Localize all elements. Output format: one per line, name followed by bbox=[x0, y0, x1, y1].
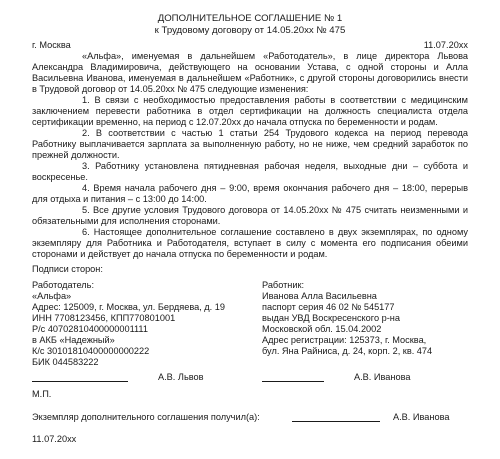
clause-4: 4. Время начала рабочего дня – 9:00, время окончания рабочего дня – 18:00, перерыв для отдыха и питания – с 13:00 до 14:00. bbox=[32, 183, 468, 204]
employee-line: Московской обл. 15.04.2002 bbox=[262, 324, 382, 334]
employer-line: БИК 044583222 bbox=[32, 357, 99, 367]
footer-date: 11.07.20xx bbox=[32, 434, 77, 444]
employee-signer-name: А.В. Иванова bbox=[354, 372, 411, 382]
employer-line: ИНН 7708123456, КПП770801001 bbox=[32, 313, 176, 323]
stamp-label: М.П. bbox=[32, 389, 52, 399]
employee-line: Иванова Алла Васильевна bbox=[262, 291, 377, 301]
clause-1: 1. В связи с необходимостью предоставления работы в соответствии с медицинским заключением перевести работника в отдел сертификации на должность специалиста отдела сертификации временно, на период с 12.07.20xx до начала отпуска по беременности и родам. bbox=[32, 95, 468, 127]
intro-paragraph: «Альфа», именуемая в дальнейшем «Работодатель», в лице директора Львова Александра Владимировича, действующего на основании Устава, с одной стороны и Алла Васильевна Иванова, именуемая в дальнейшем «Работник», с другой стороны договорились внести в Трудовой договор от 14.05.20xx № 475 следующие изменения: bbox=[32, 51, 468, 94]
employer-line: К/с 30101810400000000222 bbox=[32, 346, 150, 356]
agreement-body bbox=[32, 51, 468, 260]
employee-label: Работник: bbox=[262, 280, 305, 290]
employee-line: выдан УВД Воскресенского р-на bbox=[262, 313, 400, 323]
clause-2: 2. В соответствии с частью 1 статьи 254 Трудового кодекса на период перевода Работнику выплачивается зарплата за выполненную работу, но не ниже, чем средний заработок по прежней должности. bbox=[32, 128, 468, 160]
signatures-heading: Подписи сторон: bbox=[32, 264, 103, 274]
employer-signature-line bbox=[32, 381, 128, 382]
employer-line: Р/с 40702810400000001111 bbox=[32, 324, 148, 334]
employee-line: Адрес регистрации: 125373, г. Москва, bbox=[262, 335, 427, 345]
receipt-signer-name: А.В. Иванова bbox=[393, 412, 450, 422]
employee-signature-line bbox=[262, 381, 324, 382]
employer-details bbox=[32, 280, 252, 368]
document-date: 11.07.20xx bbox=[423, 40, 468, 50]
place-date-row bbox=[32, 40, 468, 51]
employee-details bbox=[262, 280, 472, 357]
clause-6: 6. Настоящее дополнительное соглашение составлено в двух экземплярах, по одному экземпляру для Работника и Работодателя, вступает в силу с момента его подписания обеими сторонами и действует до начала отпуска по беременности и родам. bbox=[32, 227, 468, 259]
employer-signer-name: А.В. Львов bbox=[158, 372, 204, 382]
receipt-signature-line bbox=[292, 421, 380, 422]
employee-line: бул. Яна Райниса, д. 24, корп. 2, кв. 474 bbox=[262, 346, 433, 356]
place: г. Москва bbox=[32, 40, 71, 50]
employer-label: Работодатель: bbox=[32, 280, 94, 290]
clause-3: 3. Работнику установлена пятидневная рабочая неделя, выходные дни – суббота и воскресенье. bbox=[32, 161, 468, 182]
employer-line: Адрес: 125009, г. Москва, ул. Бердяева, д. 19 bbox=[32, 302, 225, 312]
document-subtitle: к Трудовому договору от 14.05.20xx № 475 bbox=[154, 25, 346, 36]
employee-line: паспорт серия 46 02 № 545177 bbox=[262, 302, 395, 312]
clause-5: 5. Все другие условия Трудового договора от 14.05.20xx № 475 считать неизменными и обязательными для исполнения сторонами. bbox=[32, 205, 468, 226]
receipt-text: Экземпляр дополнительного соглашения получил(а): bbox=[32, 412, 260, 422]
document-title: ДОПОЛНИТЕЛЬНОЕ СОГЛАШЕНИЕ № 1 bbox=[157, 13, 343, 24]
employer-line: «Альфа» bbox=[32, 291, 72, 301]
employer-line: в АКБ «Надежный» bbox=[32, 335, 115, 345]
